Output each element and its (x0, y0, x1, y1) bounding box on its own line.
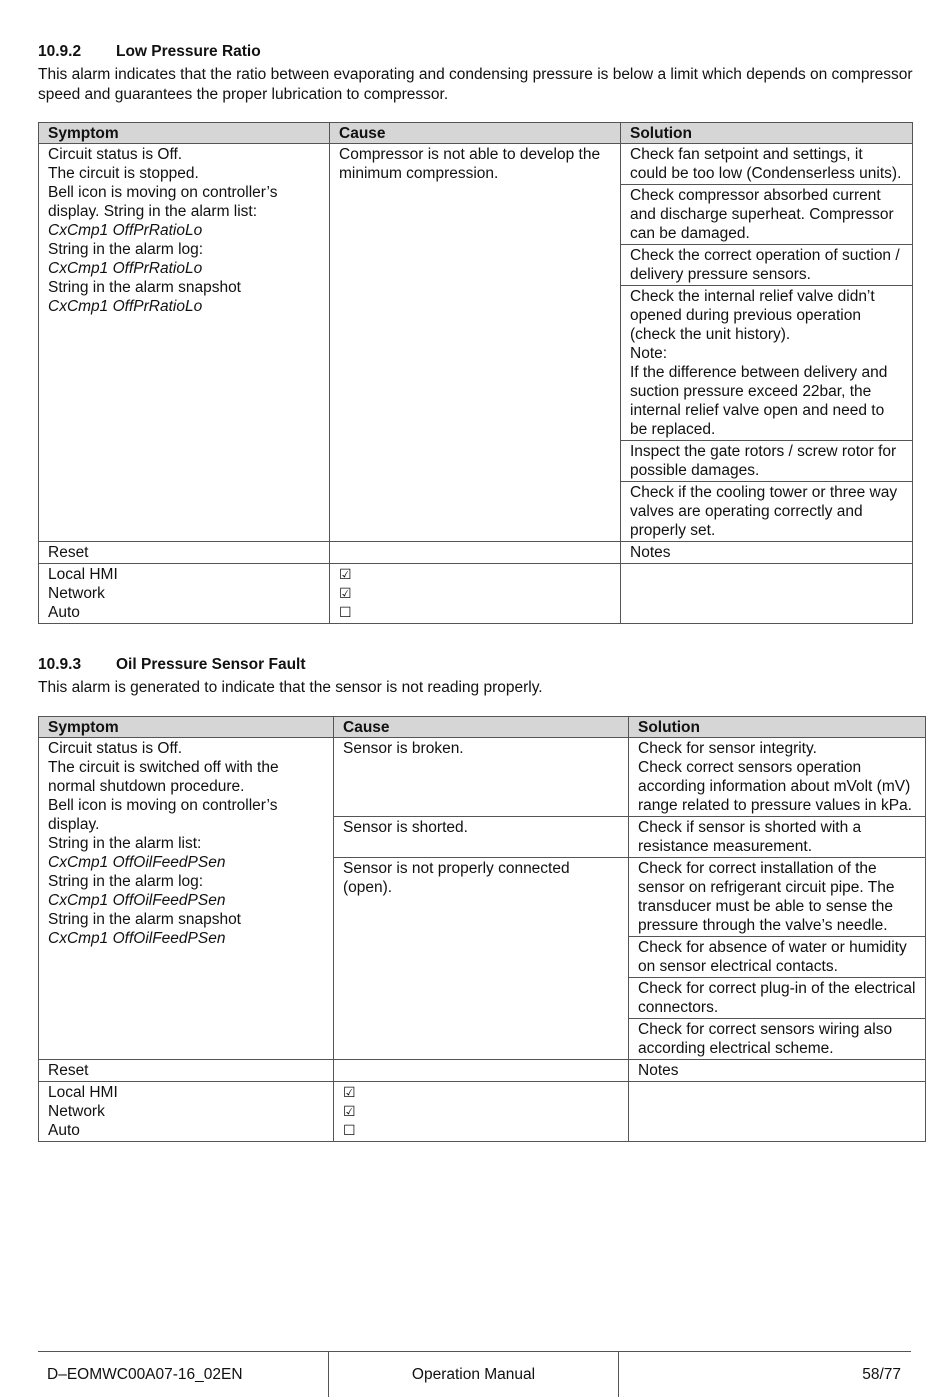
section-title: Oil Pressure Sensor Fault (116, 656, 306, 673)
solution-cell: Check compressor absorbed current and discharge superheat. Compressor can be damaged. (621, 185, 913, 245)
reset-options-checkboxes (330, 564, 621, 624)
header-solution: Solution (621, 123, 913, 144)
solution-cell: Check fan setpoint and settings, it could be too low (Condenserless units). (621, 144, 913, 185)
solution-cell: Check the correct operation of suction / delivery pressure sensors. (621, 245, 913, 286)
symptom-line: Bell icon is moving on controller’s display. (48, 797, 278, 833)
reset-options-row (39, 564, 913, 624)
notes-label: Notes (629, 1060, 926, 1082)
symptom-line: String in the alarm log: (48, 241, 204, 258)
symptom-line: The circuit is stopped. (48, 165, 199, 182)
alarm-string: CxCmp1 OffPrRatioLo (48, 260, 203, 277)
section-intro: This alarm indicates that the ratio between evaporating and condensing pressure is below a limit which depends on compressor speed and guarantees the proper lubrication to compressor. (38, 66, 913, 103)
cause-cell: Sensor is broken. (334, 738, 629, 817)
symptom-line: Circuit status is Off. (48, 740, 183, 757)
reset-header-row (39, 1060, 926, 1082)
checkbox-checked-icon: ☑ (343, 1084, 356, 1100)
footer-page-number: 58/77 (862, 1366, 901, 1383)
table-row (39, 738, 926, 817)
solution-line: Check for sensor integrity. (638, 740, 817, 757)
cause-cell: Sensor is not properly connected (open). (334, 858, 629, 1060)
reset-option-local-hmi: Local HMI (48, 566, 118, 583)
reset-option-auto: Auto (48, 604, 80, 621)
symptom-line: Circuit status is Off. (48, 146, 183, 163)
alarm-table-oil-pressure-sensor-fault (38, 716, 926, 1142)
reset-option-local-hmi: Local HMI (48, 1084, 118, 1101)
solution-line: Check correct sensors operation according information about mVolt (mV) range related to pressure values in kPa. (638, 759, 912, 814)
symptom-line: Bell icon is moving on controller’s display. String in the alarm list: (48, 184, 278, 220)
table-header-row (39, 123, 913, 144)
solution-line: If the difference between delivery and suction pressure exceed 22bar, the internal relief valve open and need to be replaced. (630, 364, 888, 438)
solution-cell (621, 286, 913, 441)
symptom-line: String in the alarm snapshot (48, 911, 241, 928)
notes-label: Notes (621, 542, 913, 564)
alarm-string: CxCmp1 OffOilFeedPSen (48, 930, 226, 947)
solution-cell (629, 738, 926, 817)
empty-cell (334, 1060, 629, 1082)
solution-cell: Check for correct plug-in of the electrical connectors. (629, 978, 926, 1019)
symptom-cell (39, 144, 330, 542)
alarm-string: CxCmp1 OffOilFeedPSen (48, 854, 226, 871)
symptom-line: String in the alarm log: (48, 873, 204, 890)
table-header-row (39, 717, 926, 738)
checkbox-checked-icon: ☑ (343, 1103, 356, 1119)
footer-doc-type: Operation Manual (328, 1352, 619, 1397)
page-footer (38, 1351, 911, 1397)
reset-options-checkboxes (334, 1082, 629, 1142)
reset-options-labels (39, 1082, 334, 1142)
header-cause: Cause (330, 123, 621, 144)
alarm-string: CxCmp1 OffPrRatioLo (48, 298, 203, 315)
symptom-line: The circuit is switched off with the normal shutdown procedure. (48, 759, 279, 795)
reset-option-network: Network (48, 585, 105, 602)
section-title: Low Pressure Ratio (116, 43, 261, 60)
solution-cell: Check for correct sensors wiring also according electrical scheme. (629, 1019, 926, 1060)
notes-cell (621, 564, 913, 624)
reset-options-labels (39, 564, 330, 624)
header-solution: Solution (629, 717, 926, 738)
cause-cell: Sensor is shorted. (334, 817, 629, 858)
solution-cell: Check if sensor is shorted with a resistance measurement. (629, 817, 926, 858)
reset-label: Reset (39, 1060, 334, 1082)
symptom-line: String in the alarm list: (48, 835, 202, 852)
symptom-cell (39, 738, 334, 1060)
solution-cell: Check for absence of water or humidity on sensor electrical contacts. (629, 937, 926, 978)
solution-line: Check the internal relief valve didn’t opened during previous operation (check the unit history). (630, 288, 875, 343)
solution-cell: Inspect the gate rotors / screw rotor for possible damages. (621, 441, 913, 482)
solution-cell: Check if the cooling tower or three way valves are operating correctly and properly set. (621, 482, 913, 542)
reset-options-row (39, 1082, 926, 1142)
section-number: 10.9.2 (38, 43, 82, 60)
header-symptom: Symptom (39, 123, 330, 144)
reset-label: Reset (39, 542, 330, 564)
empty-cell (330, 542, 621, 564)
notes-cell (629, 1082, 926, 1142)
reset-header-row (39, 542, 913, 564)
header-symptom: Symptom (39, 717, 334, 738)
table-row (39, 144, 913, 185)
header-cause: Cause (334, 717, 629, 738)
cause-cell: Compressor is not able to develop the minimum compression. (330, 144, 621, 542)
checkbox-empty-icon: ☐ (343, 1122, 356, 1138)
solution-note-label: Note: (630, 345, 668, 362)
alarm-table-low-pressure-ratio (38, 122, 913, 624)
section-heading-oil-pressure-sensor-fault (38, 655, 306, 674)
symptom-line: String in the alarm snapshot (48, 279, 241, 296)
footer-doc-code: D–EOMWC00A07-16_02EN (47, 1366, 243, 1383)
alarm-string: CxCmp1 OffOilFeedPSen (48, 892, 226, 909)
section-number: 10.9.3 (38, 656, 82, 673)
checkbox-empty-icon: ☐ (339, 604, 352, 620)
solution-cell: Check for correct installation of the sensor on refrigerant circuit pipe. The transducer must be able to sense the pressure through the valve’s needle. (629, 858, 926, 937)
alarm-string: CxCmp1 OffPrRatioLo (48, 222, 203, 239)
section-heading-low-pressure-ratio (38, 42, 261, 61)
reset-option-network: Network (48, 1103, 105, 1120)
checkbox-checked-icon: ☑ (339, 566, 352, 582)
checkbox-checked-icon: ☑ (339, 585, 352, 601)
section-intro: This alarm is generated to indicate that the sensor is not reading properly. (38, 679, 543, 696)
reset-option-auto: Auto (48, 1122, 80, 1139)
